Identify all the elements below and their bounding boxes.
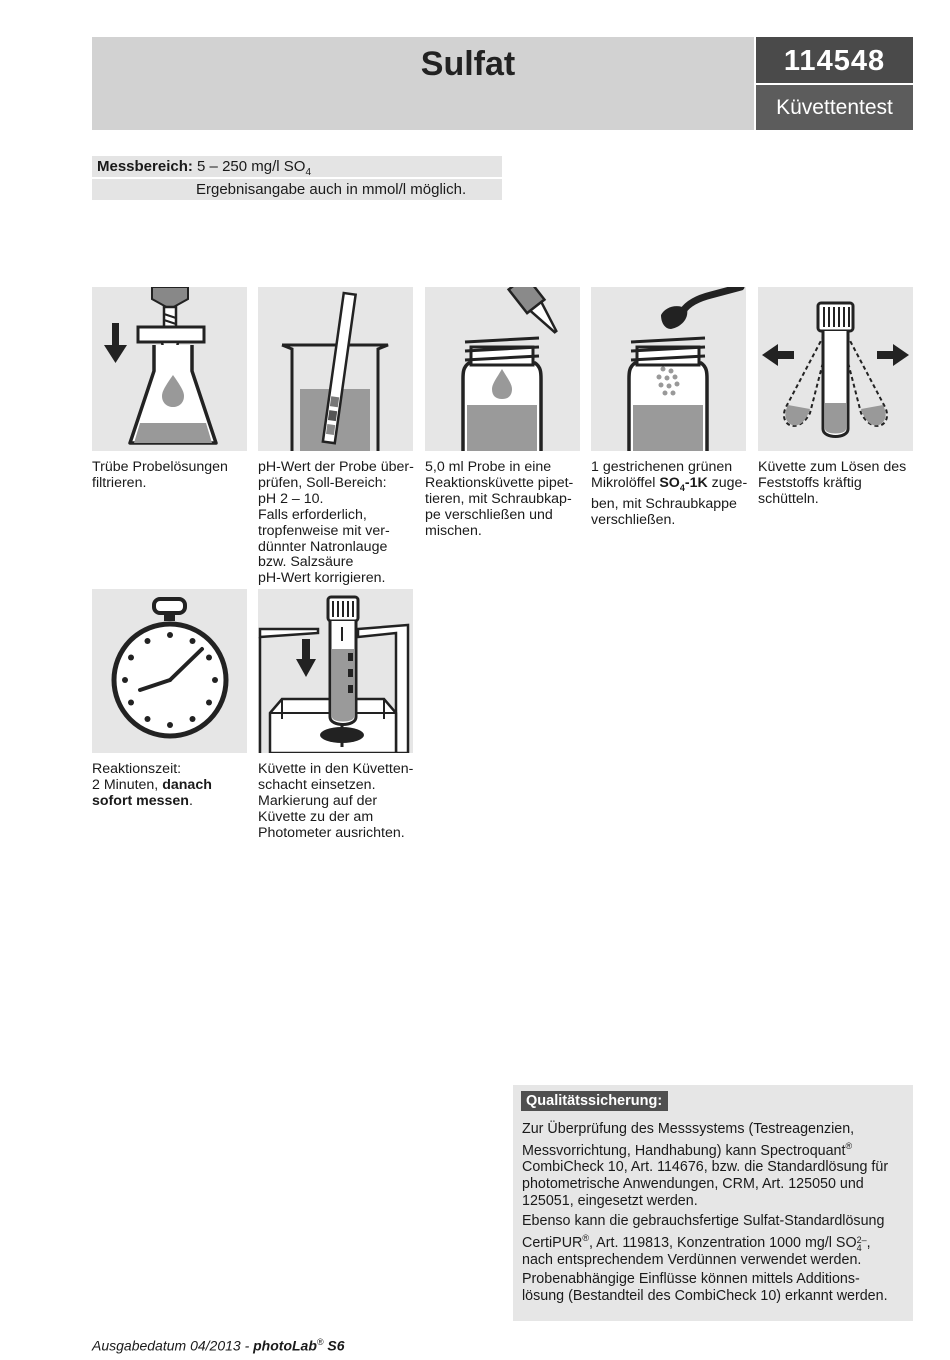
step-5-caption: Küvette zum Lösen des Feststoffs kräftig schütteln. [758, 459, 907, 507]
step-3-caption: 5,0 ml Probe in eine Reaktionsküvette pipet- tieren, mit Schraubkap- pe verschließen und mischen. [425, 459, 574, 539]
test-type-label: Küvettentest [756, 85, 913, 130]
cuvette-insert-photometer-icon [258, 589, 413, 753]
quality-assurance-box [513, 1085, 913, 1321]
ph-strip-beaker-icon [258, 287, 413, 451]
step-7-illustration [258, 589, 413, 753]
quality-assurance-heading: Qualitätssicherung: [521, 1091, 668, 1111]
quality-paragraph-3: Probenabhängige Einflüsse können mittels Additions- lösung (Bestandteil des CombiCheck 10) erkannt werden. [522, 1271, 888, 1304]
measuring-range [92, 156, 502, 177]
article-number: 114548 [756, 37, 913, 83]
step-5-illustration [758, 287, 913, 451]
step-1-illustration [92, 287, 247, 451]
step-4-illustration [591, 287, 746, 451]
step-3-illustration [425, 287, 580, 451]
page-title: Sulfat [420, 45, 516, 83]
pipette-vial-icon [425, 287, 580, 451]
spoon-vial-icon [591, 287, 746, 451]
measuring-range-note-row [92, 179, 502, 200]
stopwatch-icon [92, 589, 247, 753]
measuring-range-value: 5 – 250 mg/l $SO_4$ [197, 158, 312, 178]
step-2-caption: pH-Wert der Probe über- prüfen, Soll-Bereich: pH 2 – 10. Falls erforderlich, tropfenweise mit ver- dünnter Natronlauge bzw. Salzsäure pH-Wert korrigieren. [258, 459, 414, 587]
step-4-caption: 1 gestrichenen grünen Mikrolöffel $SO_4-1K$ zuge- ben, mit Schraubkappe verschließen. [591, 459, 748, 528]
measuring-range-note: Ergebnisangabe auch in mmol/l möglich. [196, 181, 467, 198]
step-1-caption: Trübe Probelösungen filtrieren. [92, 459, 228, 491]
shake-cuvette-icon [758, 287, 913, 451]
step-7-caption: Küvette in den Küvetten- schacht einsetzen. Markierung auf der Küvette zu der am Photometer ausrichten. [258, 761, 414, 841]
header-banner [92, 37, 754, 130]
quality-paragraph-2: Ebenso kann die gebrauchsfertige Sulfat-Standardlösung CertiPUR®, Art. 119813, Konzentration 1000 mg/l SO 2– 4 , nach entsprechendem Verdünnen verwendet werden. [522, 1213, 885, 1268]
footer-edition: Ausgabedatum 04/2013 - photoLab® S6 [92, 1337, 345, 1354]
step-6-caption: Reaktionszeit: 2 Minuten, danach sofort messen. [92, 761, 212, 809]
measuring-range-label: Messbereich: [97, 158, 193, 175]
step-6-illustration [92, 589, 247, 753]
step-2-illustration [258, 287, 413, 451]
quality-paragraph-1: Zur Überprüfung des Messsystems (Testreagenzien, Messvorrichtung, Handhabung) kann Spectroquant® CombiCheck 10, Art. 114676, bzw. die Standardlösung für photometrische Anwendungen, CRM, Art. 125050 und 125051, eingesetzt werden. [522, 1121, 889, 1209]
funnel-filter-flask-icon [92, 287, 247, 451]
